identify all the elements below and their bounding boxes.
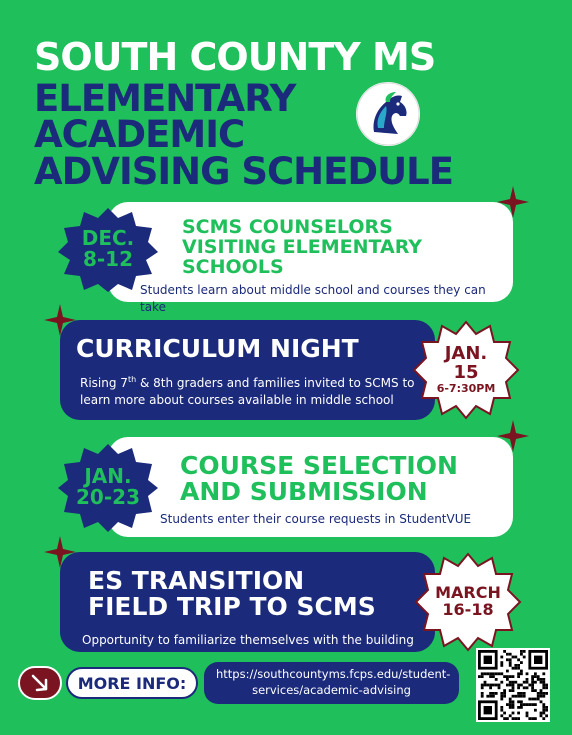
title-line-1: SOUTH COUNTY MS: [34, 35, 436, 79]
date-badge-line: 8-12: [82, 247, 134, 271]
event-card-curriculum-night: [60, 320, 435, 420]
date-badge-jan-20-23: [56, 442, 160, 532]
date-badge-line: 15: [453, 362, 479, 384]
event-heading-line: AND SUBMISSION: [180, 477, 428, 507]
event-heading-line: SCHOOLS: [182, 255, 284, 278]
event-heading-line: FIELD TRIP TO SCMS: [88, 592, 376, 622]
date-badge-time: 6-7:30PM: [436, 382, 496, 396]
mascot-horse-logo: [356, 82, 420, 146]
event-card-es-transition: [60, 552, 435, 652]
event-card-dec: [108, 202, 513, 315]
date-badge-march: [414, 552, 522, 652]
event-heading-line: VISITING ELEMENTARY: [182, 235, 423, 258]
event-card-course-selection: [108, 437, 513, 537]
sparkle-icon: [497, 186, 529, 218]
more-info-label: MORE INFO:: [66, 667, 198, 699]
arrow-down-right-icon[interactable]: [18, 666, 62, 700]
event-heading-line: COURSE SELECTION: [180, 451, 458, 480]
description-sup: th: [127, 375, 137, 384]
date-badge-line: JAN.: [84, 464, 132, 488]
date-badge-line: 20-23: [76, 485, 140, 509]
sparkle-icon: [497, 420, 529, 452]
date-badge-dec: [56, 206, 160, 292]
title-line-3: ACADEMIC: [34, 113, 245, 156]
date-badge-line: MARCH: [435, 583, 501, 603]
date-badge-line: 16-18: [442, 600, 494, 619]
title-line-2: ELEMENTARY: [34, 77, 296, 120]
description-text: & 8th graders and families invited to SCMS to: [136, 376, 415, 390]
url-line: services/academic-advising: [252, 682, 411, 697]
more-info-link[interactable]: [204, 662, 459, 704]
description-text: learn more about courses available in middle school: [80, 393, 394, 408]
date-badge-line: JAN.: [444, 343, 488, 365]
sparkle-icon: [44, 536, 76, 568]
event-heading-line: ES TRANSITION: [88, 566, 305, 595]
sparkle-icon: [44, 304, 76, 336]
title-line-4: ADVISING SCHEDULE: [34, 150, 454, 193]
event-description: [80, 374, 415, 410]
qr-code[interactable]: [476, 648, 550, 722]
description-text: Rising 7: [80, 376, 128, 390]
event-description: Opportunity to familiarize themselves with the building: [82, 633, 414, 647]
event-heading: CURRICULUM NIGHT: [76, 334, 359, 363]
event-heading-line: SCMS COUNSELORS: [182, 216, 393, 238]
event-description: Students enter their course requests in StudentVUE: [160, 512, 472, 526]
url-line: https://southcountyms.fcps.edu/student-: [216, 667, 451, 681]
date-badge-jan-15: [412, 320, 520, 420]
date-badge-line: DEC.: [81, 226, 135, 250]
event-description: Students learn about middle school and courses they can take: [140, 283, 486, 315]
